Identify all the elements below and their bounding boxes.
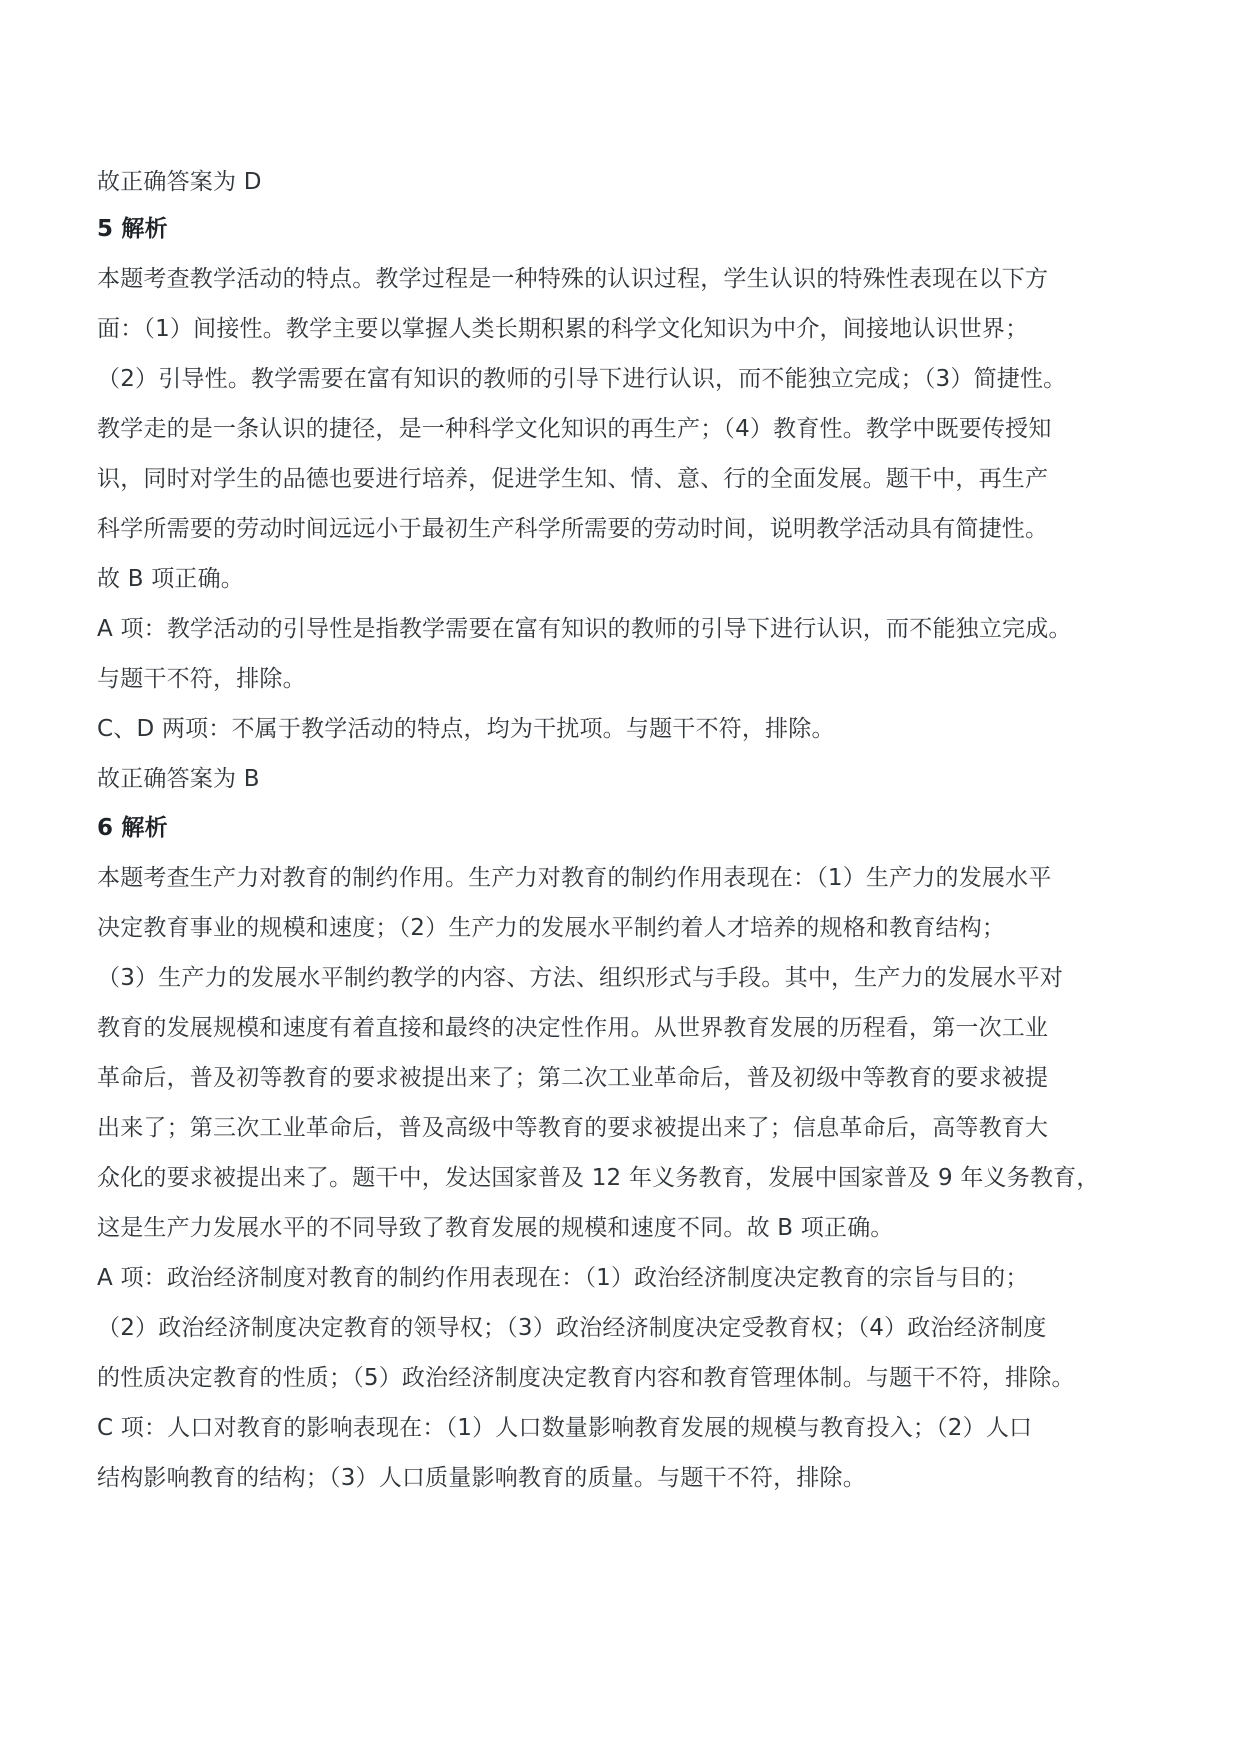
answer-line-q4: 故正确答案为 D bbox=[97, 169, 262, 195]
paragraph-line: 众化的要求被提出来了。题干中，发达国家普及 12 年义务教育，发展中国家普及 9 年义务教育， bbox=[97, 1165, 1100, 1191]
paragraph-line: 革命后，普及初等教育的要求被提出来了；第二次工业革命后，普及初级中等教育的要求被提 bbox=[97, 1065, 1049, 1091]
paragraph-line: C、D 两项：不属于教学活动的特点，均为干扰项。与题干不符，排除。 bbox=[97, 716, 835, 742]
paragraph-line: （2）政治经济制度决定教育的领导权；（3）政治经济制度决定受教育权；（4）政治经济制度 bbox=[97, 1315, 1047, 1341]
paragraph-line: C 项：人口对教育的影响表现在：（1）人口数量影响教育发展的规模与教育投入；（2）人口 bbox=[97, 1415, 1033, 1441]
paragraph-line: 出来了；第三次工业革命后，普及高级中等教育的要求被提出来了；信息革命后，高等教育大 bbox=[97, 1115, 1049, 1141]
paragraph-line: 本题考查教学活动的特点。教学过程是一种特殊的认识过程，学生认识的特殊性表现在以下方 bbox=[97, 266, 1049, 292]
section-heading-q6: 6 解析 bbox=[97, 815, 168, 841]
paragraph-line: 与题干不符，排除。 bbox=[97, 666, 306, 692]
paragraph-line: 科学所需要的劳动时间远远小于最初生产科学所需要的劳动时间，说明教学活动具有简捷性。 bbox=[97, 516, 1049, 542]
answer-line-q5: 故正确答案为 B bbox=[97, 766, 260, 792]
paragraph-line: （2）引导性。教学需要在富有知识的教师的引导下进行认识，而不能独立完成；（3）简捷性。 bbox=[97, 366, 1067, 392]
paragraph-line: 决定教育事业的规模和速度；（2）生产力的发展水平制约着人才培养的规格和教育结构； bbox=[97, 915, 1006, 941]
paragraph-line: 教学走的是一条认识的捷径，是一种科学文化知识的再生产；（4）教育性。教学中既要传授知 bbox=[97, 416, 1052, 442]
paragraph-line: （3）生产力的发展水平制约教学的内容、方法、组织形式与手段。其中，生产力的发展水平对 bbox=[97, 965, 1064, 991]
paragraph-line: 结构影响教育的结构；（3）人口质量影响教育的质量。与题干不符，排除。 bbox=[97, 1465, 866, 1491]
paragraph-line: 识，同时对学生的品德也要进行培养，促进学生知、情、意、行的全面发展。题干中，再生产 bbox=[97, 466, 1049, 492]
paragraph-line: A 项：教学活动的引导性是指教学需要在富有知识的教师的引导下进行认识，而不能独立完成。 bbox=[97, 616, 1072, 642]
paragraph-line: 教育的发展规模和速度有着直接和最终的决定性作用。从世界教育发展的历程看，第一次工业 bbox=[97, 1015, 1049, 1041]
paragraph-line: 本题考查生产力对教育的制约作用。生产力对教育的制约作用表现在：（1）生产力的发展水平 bbox=[97, 865, 1052, 891]
paragraph-line: A 项：政治经济制度对教育的制约作用表现在：（1）政治经济制度决定教育的宗旨与目的； bbox=[97, 1265, 1029, 1291]
paragraph-line: 面：（1）间接性。教学主要以掌握人类长期积累的科学文化知识为中介，间接地认识世界； bbox=[97, 316, 1029, 342]
paragraph-line: 的性质决定教育的性质；（5）政治经济制度决定教育内容和教育管理体制。与题干不符，排除。 bbox=[97, 1365, 1075, 1391]
paragraph-line: 故 B 项正确。 bbox=[97, 566, 245, 592]
paragraph-line: 这是生产力发展水平的不同导致了教育发展的规模和速度不同。故 B 项正确。 bbox=[97, 1215, 894, 1241]
section-heading-q5: 5 解析 bbox=[97, 216, 168, 242]
